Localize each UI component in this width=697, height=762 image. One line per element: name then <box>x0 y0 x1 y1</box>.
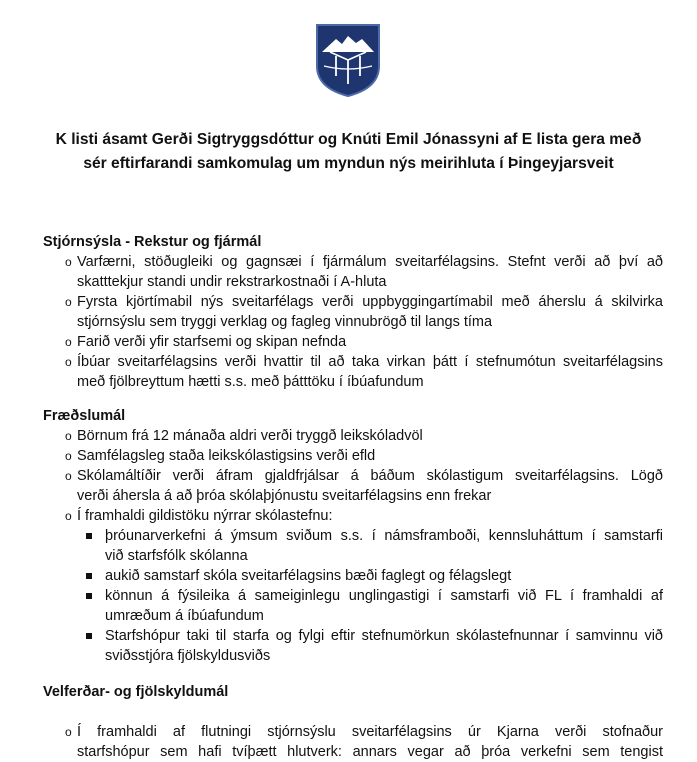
title-line-1: K listi ásamt Gerði Sigtryggsdóttur og Knúti Emil Jónassyni af E lista gera með <box>55 131 642 148</box>
square-bullet <box>86 573 92 579</box>
item-line: umræðum á íbúafundum <box>105 608 264 624</box>
item-line: þróunarverkefni á ýmsum sviðum s.s. í námsframboði, kennsluháttum í samstarfi <box>105 528 663 544</box>
list-item <box>43 252 663 292</box>
item-line: Íbúar sveitarfélagsins verði hvattir til að taka virkan þátt í stefnumótun sveitarfélagsins <box>77 354 663 370</box>
item-line: Í framhaldi af flutningi stjórnsýslu sveitarfélagsins úr Kjarna verði stofnaður <box>77 724 663 740</box>
item-line: við starfsfólk skólanna <box>105 548 248 564</box>
section-velferdarmal <box>43 682 663 702</box>
municipal-crest-logo <box>314 22 382 98</box>
list-item <box>43 426 663 446</box>
section-heading: Velferðar- og fjölskyldumál <box>43 684 229 700</box>
sub-list-item <box>43 626 663 666</box>
document-title <box>30 128 667 176</box>
list-item <box>43 466 663 506</box>
title-line-2: sér eftirfarandi samkomulag um myndun nýs meirihluta í Þingeyjarsveit <box>83 155 614 172</box>
section-velferdarmal-items <box>43 722 663 762</box>
section-heading: Stjórnsýsla - Rekstur og fjármál <box>43 234 262 250</box>
bullet: o <box>65 255 72 269</box>
bullet: o <box>65 335 72 349</box>
section-fraedslumal <box>43 406 663 666</box>
item-line: Farið verði yfir starfsemi og skipan nefnda <box>77 334 347 350</box>
square-bullet <box>86 533 92 539</box>
square-bullet <box>86 593 92 599</box>
item-line: könnun á fýsileika á sameiginlegu unglingastigi í samstarfi við FL í framhaldi af <box>105 588 663 604</box>
list-item <box>43 506 663 526</box>
item-line: aukið samstarf skóla sveitarfélagsins bæði faglegt og félagslegt <box>105 568 512 584</box>
item-line: með fjölbreyttum hætti s.s. með þátttöku í íbúafundum <box>77 374 424 390</box>
bullet: o <box>65 295 72 309</box>
item-line: Fyrsta kjörtímabil nýs sveitarfélags verði uppbyggingartímabil með áherslu á skilvirka <box>77 294 663 310</box>
square-bullet <box>86 633 92 639</box>
list-item <box>43 332 663 352</box>
item-line: Í framhaldi gildistöku nýrrar skólastefnu: <box>77 508 333 524</box>
item-line: skatttekjur standi undir rekstrarkostnaði í A-hluta <box>77 274 387 290</box>
list-item <box>43 446 663 466</box>
section-stjornsysla <box>43 232 663 392</box>
list-item <box>43 352 663 392</box>
item-line: Börnum frá 12 mánaða aldri verði tryggð leikskóladvöl <box>77 428 423 444</box>
item-line: Varfærni, stöðugleiki og gagnsæi í fjármálum sveitarfélagsins. Stefnt verði að því að <box>77 254 663 270</box>
list-item <box>43 292 663 332</box>
item-line: Samfélagsleg staða leikskólastigsins verði efld <box>77 448 376 464</box>
sub-list-item <box>43 526 663 566</box>
item-line: Skólamáltíðir verði áfram gjaldfrjálsar á báðum skólastigum sveitarfélagsins. Lögð <box>77 468 663 484</box>
bullet: o <box>65 449 72 463</box>
item-line: sviðsstjóra fjölskyldusviðs <box>105 648 271 664</box>
item-line: verði áhersla á að þróa skólaþjónustu sveitarfélagsins enn frekar <box>77 488 492 504</box>
bullet: o <box>65 469 72 483</box>
bullet: o <box>65 355 72 369</box>
list-item <box>43 722 663 762</box>
bullet: o <box>65 509 72 523</box>
item-line: starfshópur sem hafi tvíþætt hlutverk: annars vegar að þróa verkefni sem tengist <box>77 744 663 760</box>
sub-list-item <box>43 566 663 586</box>
item-line: stjórnsýslu sem tryggi verklag og fagleg vinnubrögð til langs tíma <box>77 314 493 330</box>
section-heading: Fræðslumál <box>43 408 126 424</box>
bullet: o <box>65 725 72 739</box>
sub-list-item <box>43 586 663 626</box>
bullet: o <box>65 429 72 443</box>
item-line: Starfshópur taki til starfa og fylgi eftir stefnumörkun skólastefnunnar í samvinnu við <box>105 628 663 644</box>
